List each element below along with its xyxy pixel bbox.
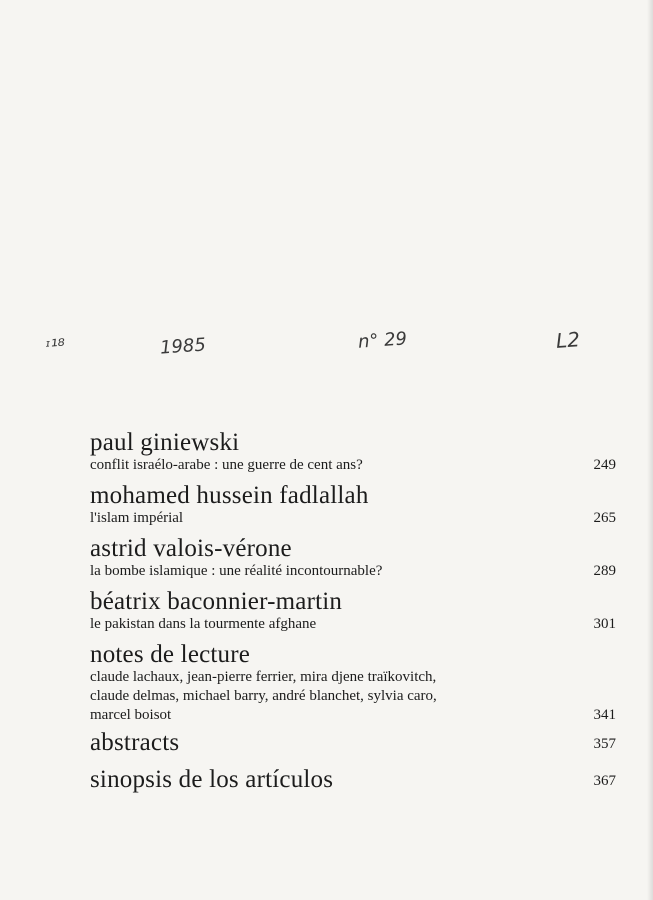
entry-article-title <box>90 509 616 528</box>
toc-entry-fadlallah <box>90 482 616 528</box>
entry-page-number: 357 <box>593 736 616 752</box>
entry-subtitle-line: le pakistan dans la tourmente afghane <box>90 616 317 632</box>
entry-row <box>90 562 616 581</box>
entry-row <box>90 615 616 634</box>
entry-page-number: 301 <box>593 616 616 632</box>
entry-article-title <box>90 562 616 581</box>
entry-page-number: 289 <box>593 563 616 579</box>
entry-contributors <box>90 668 616 725</box>
handwritten-note: ᶦ¹⁸ <box>45 335 66 358</box>
entry-page-number: 249 <box>593 457 616 473</box>
page-edge <box>647 0 653 900</box>
entry-article-title <box>90 456 616 475</box>
handwritten-annotations <box>0 326 653 366</box>
entry-subtitle-line: l'islam impérial <box>90 510 184 526</box>
handwritten-issue-number: n° 29 <box>357 328 408 353</box>
entry-author: mohamed hussein fadlallah <box>90 482 369 509</box>
entry-page-number: 341 <box>593 707 616 723</box>
toc-entry-baconnier-martin <box>90 588 616 634</box>
toc-entry-abstracts <box>90 729 616 756</box>
toc-entry-sinopsis <box>90 766 616 793</box>
entry-section-title: notes de lecture <box>90 641 251 668</box>
entry-subtitle-line: claude delmas, michael barry, andré blanchet, sylvia caro, <box>90 688 437 704</box>
entry-page-number: 367 <box>593 773 616 789</box>
toc-entry-notes-de-lecture <box>90 641 616 725</box>
entry-subtitle-line: claude lachaux, jean-pierre ferrier, mira djene traïkovitch, <box>90 669 437 685</box>
toc-entry-valois-verone <box>90 535 616 581</box>
entry-subtitle-line: conflit israélo-arabe : une guerre de cent ans? <box>90 457 363 473</box>
entry-subtitle-line: marcel boisot <box>90 707 172 723</box>
entry-row <box>90 509 616 528</box>
entry-row <box>90 456 616 475</box>
entry-page-number: 265 <box>593 510 616 526</box>
entry-subtitle-line: la bombe islamique : une réalité incontournable? <box>90 563 383 579</box>
entry-row <box>90 668 616 725</box>
entry-author: béatrix baconnier-martin <box>90 588 343 615</box>
handwritten-year: 1985 <box>159 334 207 359</box>
entry-section-title: abstracts <box>90 729 180 756</box>
handwritten-code: L2 <box>555 327 581 353</box>
entry-section-title: sinopsis de los artículos <box>90 766 334 793</box>
entry-author: paul giniewski <box>90 429 240 456</box>
toc-entry-giniewski <box>90 429 616 475</box>
entry-author: astrid valois-vérone <box>90 535 292 562</box>
entry-article-title <box>90 615 616 634</box>
table-of-contents <box>90 429 616 793</box>
